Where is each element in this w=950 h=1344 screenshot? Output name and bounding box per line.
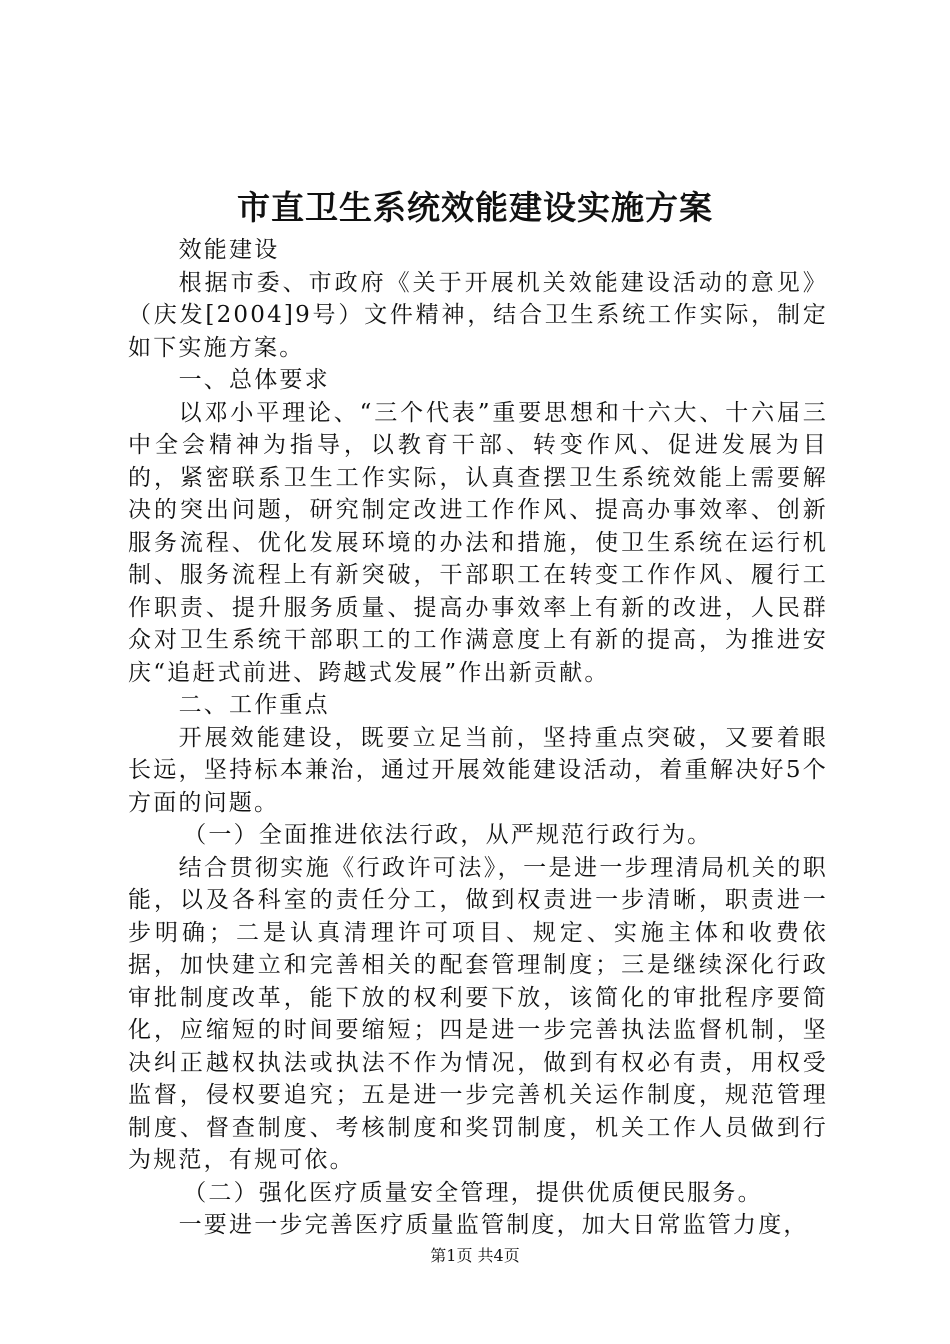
page-footer: 第1页 共4页 (430, 1246, 520, 1265)
section-heading-general-requirements: 一、总体要求 (178, 367, 330, 393)
document-body (128, 234, 828, 1242)
subsection-heading-1: （一）全面推进依法行政，从严规范行政行为。 (183, 822, 713, 848)
paragraph-subsection-1: 结合贯彻实施《行政许可法》，一是进一步理清局机关的职能，以及各科室的责任分工，做到权责进一步清晰，职责进一步明确；二是认真清理许可项目、规定、实施主体和收费依据，加快建立和完善相关的配套管理制度；三是继续深化行政审批制度改革，能下放的权利要下放，该简化的审批程序要简化，应缩短的时间要缩短；四是进一步完善执法监督机制，坚决纠正越权执法或执法不作为情况，做到有权必有责，用权受监督，侵权要追究；五是进一步完善机关运作制度，规范管理制度、督查制度、考核制度和奖罚制度，机关工作人员做到行为规范，有规可依。 (128, 854, 828, 1173)
paragraph-work-focus: 开展效能建设，既要立足当前，坚持重点突破，又要着眼长远，坚持标本兼治，通过开展效能建设活动，着重解决好5个方面的问题。 (128, 724, 828, 816)
paragraph-intro: 根据市委、市政府《关于开展机关效能建设活动的意见》（庆发[2004]9号）文件精神，结合卫生系统工作实际，制定如下实施方案。 (128, 269, 828, 361)
subsection-heading-2: （二）强化医疗质量安全管理，提供优质便民服务。 (183, 1179, 763, 1206)
document-title: 市直卫生系统效能建设实施方案 (237, 188, 713, 227)
section-heading-work-focus: 二、工作重点 (178, 692, 330, 718)
paragraph-general-requirements: 以邓小平理论、“三个代表”重要思想和十六大、十六届三中全会精神为指导，以教育干部、转变作风、促进发展为目的，紧密联系卫生工作实际，认真查摆卫生系统效能上需要解决的突出问题，研究制定改进工作作风、提高办事效率、创新服务流程、优化发展环境的办法和措施，使卫生系统在运行机制、服务流程上有新突破，干部职工在转变工作作风、履行工作职责、提升服务质量、提高办事效率上有新的改进，人民群众对卫生系统干部职工的工作满意度上有新的提高，为推进安庆“追赶式前进、跨越式发展”作出新贡献。 (128, 399, 828, 686)
paragraph-keyword: 效能建设 (178, 237, 280, 263)
paragraph-subsection-2: 一要进一步完善医疗质量监管制度，加大日常监管力度， (178, 1212, 809, 1238)
